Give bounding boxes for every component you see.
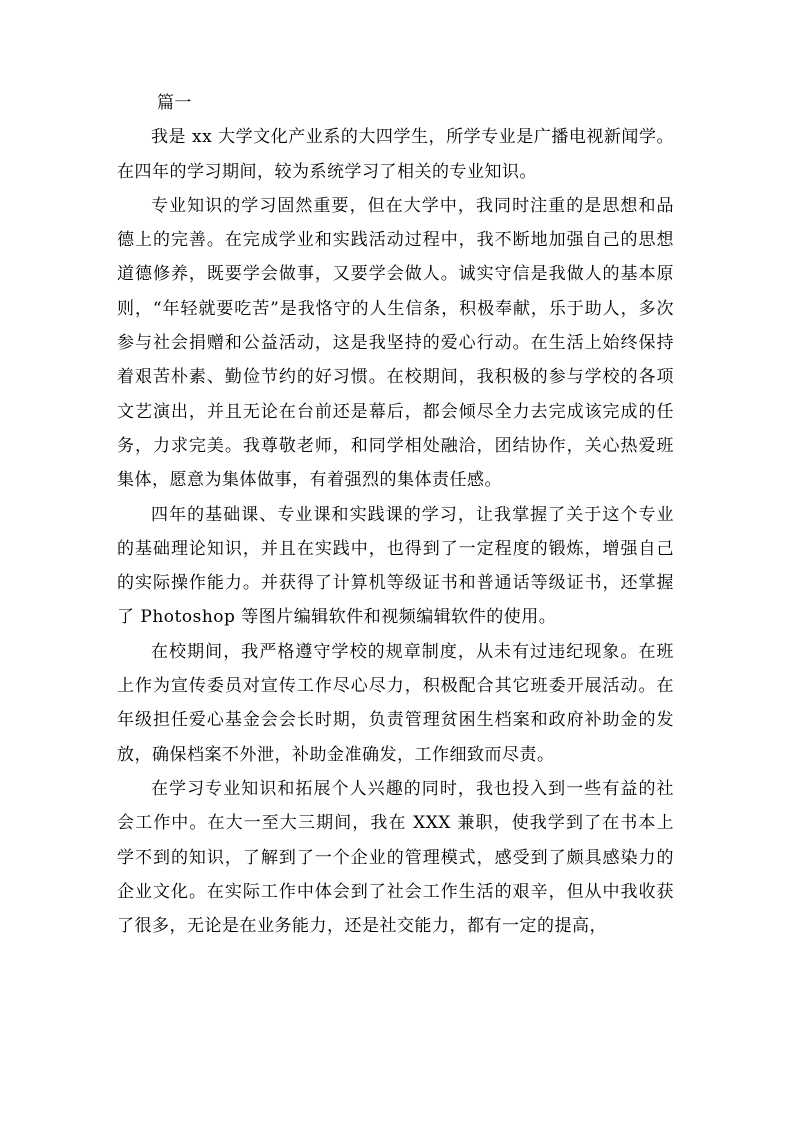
section-heading: 篇一 (157, 93, 192, 113)
paragraph-character: 专业知识的学习固然重要，但在大学中，我同时注重的是思想和品德上的完善。在完成学业和实践活动过程中，我不断地加强自己的思想道德修养，既要学会做事，又要学会做人。诚实守信是我做人的基本原则，“年轻就要吃苦”是我恪守的人生信条，积极奉献，乐于助人，多次参与社会捐赠和公益活动，这是我坚持的爱心行动。在生活上始终保持着艰苦朴素、勤俭节约的好习惯。在校期间，我积极的参与学校的各项文艺演出，并且无论在台前还是幕后，都会倾尽全力去完成该完成的任务，力求完美。我尊敬老师，和同学相处融洽，团结协作，关心热爱班集体，愿意为集体做事，有着强烈的集体责任感。 (117, 195, 674, 491)
paragraph-discipline: 在校期间，我严格遵守学校的规章制度，从未有过违纪现象。在班上作为宣传委员对宣传工作尽心尽力，积极配合其它班委开展活动。在年级担任爱心基金会会长时期，负责管理贫困生档案和政府补助金的发放，确保档案不外泄，补助金准确发，工作细致而尽责。 (117, 641, 674, 765)
paragraph-intro: 我是 xx 大学文化产业系的大四学生，所学专业是广播电视新闻学。在四年的学习期间，较为系统学习了相关的专业知识。 (117, 127, 674, 182)
paragraph-coursework: 四年的基础课、专业课和实践课的学习，让我掌握了关于这个专业的基础理论知识，并且在实践中，也得到了一定程度的锻炼，增强自己的实际操作能力。并获得了计算机等级证书和普通话等级证书，还掌握了 Photoshop 等图片编辑软件和视频编辑软件的使用。 (117, 504, 674, 628)
paragraph-social-work: 在学习专业知识和拓展个人兴趣的同时，我也投入到一些有益的社会工作中。在大一至大三期间，我在 XXX 兼职，使我学到了在书本上学不到的知识，了解到了一个企业的管理模式，感受到了颇具感染力的企业文化。在实际工作中体会到了社会工作生活的艰辛，但从中我收获了很多，无论是在业务能力，还是社交能力，都有一定的提高， (117, 778, 674, 937)
document-body (117, 86, 674, 943)
